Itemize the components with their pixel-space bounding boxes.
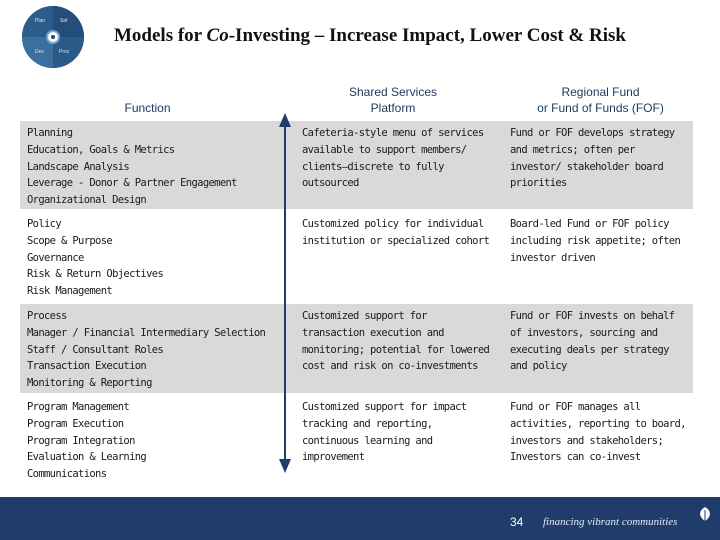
footer-bar: [0, 497, 720, 540]
shared-line: monitoring; potential for lowered: [302, 343, 490, 356]
title-prefix: Models for: [114, 25, 207, 46]
function-cell: [27, 308, 282, 392]
logo-label: Plan: [35, 18, 46, 24]
function-line: Evaluation & Learning: [27, 451, 147, 464]
function-line: Staff / Consultant Roles: [27, 343, 164, 356]
page-title: [114, 25, 626, 47]
shared-services-cell: [302, 399, 500, 466]
double-headed-vertical-arrow-icon: [278, 113, 292, 473]
shared-line: Customized support for: [302, 310, 427, 322]
title-italic: Co: [206, 25, 229, 46]
regional-line: and policy: [510, 360, 567, 373]
shared-line: available to support members/: [302, 143, 467, 156]
shared-line: outsourced: [302, 177, 359, 190]
function-cell: [27, 216, 282, 300]
shared-services-cell: [302, 216, 500, 250]
function-line: Manager / Financial Intermediary Selection: [27, 326, 266, 339]
title-suffix: -Investing – Increase Impact, Lower Cost & Risk: [228, 25, 626, 46]
function-line: Communications: [27, 468, 107, 481]
function-line: Governance: [27, 251, 84, 264]
table-row: [20, 121, 693, 209]
shared-line: Customized support for impact: [302, 401, 467, 413]
page-number: 34: [510, 515, 524, 529]
function-line: Policy: [27, 218, 62, 230]
regional-line: Fund or FOF develops strategy: [510, 127, 675, 139]
planning-cycle-logo-icon: [22, 6, 84, 68]
shared-line: Customized policy for individual: [302, 218, 484, 230]
header-function: Function: [124, 101, 171, 115]
shared-line: transaction execution and: [302, 326, 444, 339]
function-line: Program Management: [27, 401, 130, 413]
table-row: [20, 395, 693, 486]
brand-tagline: financing vibrant communities: [543, 516, 678, 528]
logo-center-icon: [46, 30, 60, 44]
regional-line: and metrics; often per: [510, 143, 635, 156]
function-line: Risk Management: [27, 285, 113, 298]
header-regional-line: Regional Fund: [561, 85, 640, 99]
function-line: Planning: [27, 127, 73, 139]
function-line: Transaction Execution: [27, 360, 147, 373]
shared-line: improvement: [302, 451, 365, 464]
function-cell: [27, 125, 282, 209]
function-cell: [27, 399, 282, 483]
shared-line: clients—discrete to fully: [302, 160, 444, 173]
function-line: Program Integration: [27, 434, 135, 447]
function-line: Process: [27, 310, 67, 322]
shared-services-cell: [302, 125, 500, 192]
leaf-icon: [696, 505, 714, 523]
function-line: Education, Goals & Metrics: [27, 143, 175, 156]
shared-line: continuous learning and: [302, 434, 433, 447]
header-regional-fund: [508, 84, 693, 116]
logo-label: Set: [60, 18, 68, 24]
function-line: Leverage - Donor & Partner Engagement: [27, 177, 237, 190]
header-shared-line: Platform: [370, 101, 416, 115]
shared-line: cost and risk on co-investments: [302, 360, 478, 373]
function-line: Program Execution: [27, 417, 124, 430]
shared-services-cell: [302, 308, 500, 375]
regional-line: Fund or FOF invests on behalf: [510, 310, 675, 322]
shared-line: institution or specialized cohort: [302, 234, 490, 247]
header-regional-line: or Fund of Funds (FOF): [537, 101, 664, 115]
regional-line: of investors, sourcing and: [510, 326, 658, 339]
table-row: [20, 304, 693, 393]
shared-line: Cafeteria-style menu of services: [302, 127, 484, 139]
logo-label: Proc: [59, 49, 70, 55]
function-line: Organizational Design: [27, 194, 147, 207]
regional-line: investors and stakeholders;: [510, 434, 664, 447]
table-row: [20, 212, 693, 302]
regional-line: including risk appetite; often: [510, 234, 681, 247]
function-line: Monitoring & Reporting: [27, 377, 152, 390]
regional-line: executing deals per strategy: [510, 343, 669, 356]
regional-line: priorities: [510, 177, 567, 190]
header-shared-services: [298, 84, 488, 116]
regional-fund-cell: [510, 216, 690, 266]
regional-fund-cell: [510, 125, 690, 192]
function-line: Risk & Return Objectives: [27, 268, 164, 281]
logo-label: Dev: [35, 49, 44, 55]
regional-line: Fund or FOF manages all: [510, 401, 641, 413]
function-line: Landscape Analysis: [27, 160, 130, 173]
regional-line: activities, reporting to board,: [510, 417, 686, 430]
table-header: [20, 74, 693, 120]
shared-line: tracking and reporting,: [302, 417, 433, 430]
regional-line: investor driven: [510, 251, 596, 264]
regional-line: Board-led Fund or FOF policy: [510, 218, 669, 230]
function-line: Scope & Purpose: [27, 234, 113, 247]
header-shared-line: Shared Services: [348, 85, 438, 99]
regional-fund-cell: [510, 399, 690, 466]
regional-line: Investors can co-invest: [510, 451, 641, 464]
regional-fund-cell: [510, 308, 690, 375]
regional-line: investor/ stakeholder board: [510, 160, 664, 173]
